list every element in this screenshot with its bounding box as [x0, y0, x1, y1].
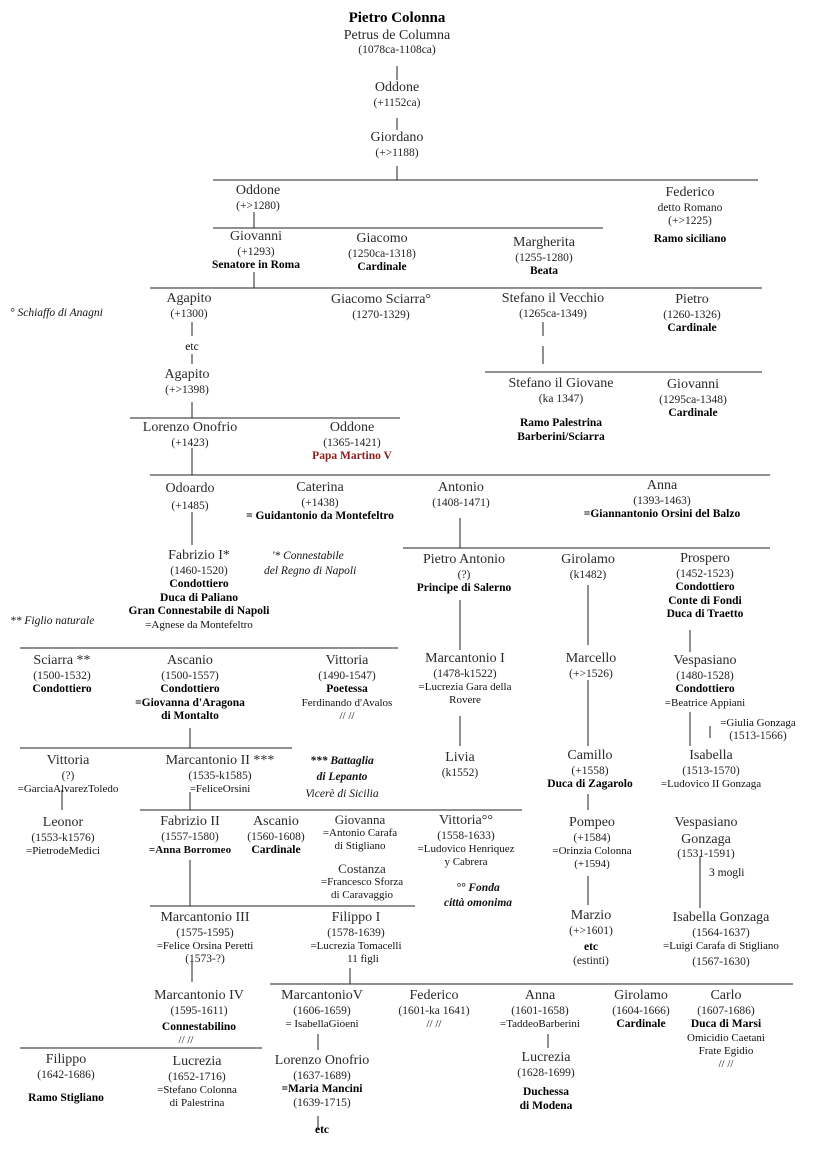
- person-marriage: =PietrodeMedici: [25, 845, 101, 858]
- person-title: Senatore in Roma: [212, 259, 300, 272]
- person-node: [720, 717, 796, 744]
- person-node: [654, 185, 727, 246]
- person-alt-name: Petrus de Columna: [343, 27, 451, 43]
- person-node: [157, 1054, 237, 1110]
- person-title: Ramo Stigliano: [28, 1092, 104, 1105]
- person-node: [157, 910, 254, 967]
- person-dates: (1642-1686): [37, 1068, 95, 1081]
- note-fonda-2: città omonima: [443, 897, 513, 909]
- person-name: Agapito: [164, 367, 210, 382]
- person-name: Vittoria: [325, 653, 369, 668]
- person-title: Condottiero: [160, 683, 220, 696]
- person-title: Condottiero: [675, 683, 735, 696]
- person-title-3: Gran Connestabile di Napoli: [128, 605, 270, 618]
- person-node: [32, 653, 91, 697]
- person-name: Oddone: [235, 183, 281, 198]
- person-name: Marcantonio II ***: [165, 753, 275, 768]
- person-dates: (+1485): [171, 499, 209, 512]
- person-name: Isabella: [689, 748, 733, 763]
- person-dates: (1500-1557): [161, 669, 219, 682]
- person-marriage-2: Frate Egidio: [698, 1044, 754, 1057]
- person-node: [432, 480, 490, 510]
- note-lepanto-1: *** Battaglia: [310, 755, 374, 767]
- person-name: Caterina: [296, 480, 344, 495]
- person-name: Giovanna: [334, 812, 386, 827]
- person-dates: (1575-1595): [176, 926, 234, 939]
- person-marriage: =Ludovico II Gonzaga: [660, 778, 762, 791]
- person-dates: (+1152ca): [373, 96, 421, 109]
- person-node: [154, 988, 244, 1035]
- person-dates: (1265ca-1349): [519, 307, 587, 320]
- person-node: [566, 651, 617, 681]
- person-dates: (1628-1699): [517, 1066, 575, 1079]
- person-node: [312, 420, 392, 464]
- person-dates: (1260-1326): [663, 308, 721, 321]
- person-title: Cardinale: [667, 322, 717, 335]
- person-marriage-2: (+1594): [574, 858, 610, 871]
- person-dates: (1408-1471): [432, 496, 490, 509]
- person-dates: (1601-1658): [511, 1004, 569, 1017]
- person-marriage: =Felice Orsina Peretti: [156, 940, 254, 953]
- person-marriage: =GarciaAlvarezToledo: [17, 783, 119, 796]
- person-name: Ascanio: [253, 814, 299, 829]
- person-alt-name: Gonzaga: [681, 831, 731, 847]
- person-title: Principe di Salerno: [416, 582, 512, 595]
- person-node: [166, 481, 215, 513]
- person-name: Marcantonio I: [425, 651, 505, 666]
- person-name: Isabella Gonzaga: [672, 910, 770, 925]
- person-extra: // //: [339, 709, 355, 722]
- person-title: Condottiero: [675, 581, 735, 594]
- person-node: [310, 910, 401, 966]
- person-dates: (1578-1639): [327, 926, 385, 939]
- person-title-2: di Modena: [519, 1099, 573, 1112]
- person-title: Duca di Zagarolo: [547, 778, 633, 791]
- person-dates: (+1423): [171, 436, 209, 449]
- person-dates: (+1584): [573, 831, 611, 844]
- person-node: [374, 80, 421, 110]
- person-dates: (1365-1421): [323, 436, 381, 449]
- person-marriage: =TaddeoBarberini: [500, 1018, 580, 1031]
- note-lepanto-3: Vicerè di Sicilia: [305, 788, 379, 800]
- person-marriage-2: di Stigliano: [334, 840, 386, 853]
- person-title: Poetessa: [326, 683, 368, 696]
- person-title: Condottiero: [32, 683, 92, 696]
- person-title: etc: [583, 941, 599, 954]
- person-node: [331, 292, 431, 322]
- person-node: [663, 292, 721, 336]
- note-fonda-1: °° Fonda: [456, 882, 500, 894]
- person-node: [344, 10, 451, 58]
- person-marriage: =Lucrezia Gara della: [418, 681, 512, 694]
- person-name: Sciarra **: [33, 653, 91, 668]
- person-name: Oddone: [329, 420, 375, 435]
- person-node: [552, 815, 631, 871]
- person-dates: (1531-1591): [677, 848, 735, 861]
- person-dates: (ka 1347): [538, 392, 584, 405]
- person-node: [129, 548, 270, 632]
- person-name: Pietro Antonio: [422, 552, 506, 567]
- person-node: [561, 552, 615, 582]
- person-dates: (+>1280): [236, 199, 280, 212]
- person-name: Girolamo: [561, 552, 615, 567]
- person-title-2: Conte di Fondi: [668, 594, 742, 607]
- person-name: Prospero: [680, 551, 730, 566]
- person-title: Duchessa: [522, 1086, 569, 1099]
- person-dates: (1250ca-1318): [348, 247, 416, 260]
- person-name: MarcantonioV: [281, 988, 363, 1003]
- person-marriage: =Anna Borromeo: [148, 844, 232, 857]
- person-dates: (1607-1686): [697, 1004, 755, 1017]
- person-node: [212, 229, 300, 273]
- person-name: Ascanio: [167, 653, 213, 668]
- person-node: [321, 861, 403, 902]
- person-node: [166, 291, 211, 321]
- person-name: Pompeo: [569, 815, 615, 830]
- person-dates: (1078ca-1108ca): [358, 44, 436, 57]
- person-dates: (+>1526): [569, 667, 613, 680]
- person-name: Fabrizio II: [160, 814, 220, 829]
- person-node: [418, 813, 515, 869]
- person-name: Lorenzo Onofrio: [274, 1053, 370, 1068]
- person-node: [612, 988, 670, 1032]
- person-name: Lorenzo Onofrio: [142, 420, 238, 435]
- person-dates: (1595-1611): [170, 1004, 228, 1017]
- person-dates: (1255-1280): [515, 251, 573, 264]
- person-name: Vespasiano: [673, 653, 737, 668]
- person-name: Leonor: [42, 815, 84, 830]
- person-dates: (1480-1528): [676, 669, 734, 682]
- person-node: [663, 910, 779, 970]
- note-3-mogli: 3 mogli: [709, 867, 745, 879]
- person-title: Cardinale: [668, 407, 718, 420]
- person-marriage: =Ludovico Henriquez: [417, 843, 515, 856]
- person-title: Papa Martino V: [312, 450, 392, 463]
- person-dates: (1500-1532): [33, 669, 91, 682]
- person-name: Filippo: [45, 1052, 87, 1067]
- person-dates: (1553-k1576): [31, 831, 95, 844]
- person-title: Ramo siciliano: [653, 232, 727, 245]
- person-title: Beata: [529, 265, 559, 278]
- person-node: [442, 750, 478, 780]
- person-node: [665, 653, 745, 710]
- person-name: Livia: [445, 750, 475, 765]
- person-title: =Maria Mancini: [281, 1083, 363, 1096]
- person-dates: (+>1601): [569, 924, 613, 937]
- person-node: [135, 653, 245, 724]
- person-name: Federico: [665, 185, 715, 200]
- person-dates: (1604-1666): [612, 1004, 670, 1017]
- person-node: [569, 908, 613, 968]
- person-dates: (+>1225): [668, 215, 712, 228]
- person-marriage: =Luigi Carafa di Stigliano: [663, 940, 779, 953]
- person-name: Antonio: [438, 480, 484, 495]
- person-dates: (1535-k1585): [188, 769, 252, 782]
- person-node: [659, 377, 727, 421]
- person-name: Lucrezia: [172, 1054, 222, 1069]
- person-name: Camillo: [567, 748, 613, 763]
- person-marriage: =Antonio Carafa: [322, 827, 398, 840]
- person-node: [502, 291, 604, 321]
- person-node: [18, 753, 119, 796]
- person-dates: (1452-1523): [676, 567, 734, 580]
- person-title: = Guidantonio da Montefeltro: [246, 510, 394, 523]
- person-name: Anna: [646, 478, 678, 493]
- person-dates: (1460-1520): [170, 564, 228, 577]
- person-title-3: di Montalto: [161, 710, 219, 723]
- person-dates: (1606-1659): [293, 1004, 351, 1017]
- person-marriage-2: (1573-?): [185, 953, 225, 966]
- person-marriage: =Stefano Colonna: [157, 1084, 237, 1097]
- person-name: Giacomo Sciarra°: [330, 292, 432, 307]
- person-marriage: =Beatrice Appiani: [664, 696, 746, 709]
- person-name: Odoardo: [165, 481, 215, 496]
- person-title-2: Duca di Paliano: [160, 591, 238, 604]
- person-dates: (k1552): [441, 766, 479, 779]
- person-node: [236, 183, 280, 213]
- person-name: Vittoria: [46, 753, 90, 768]
- person-name: Giacomo: [356, 231, 408, 246]
- person-dates: (+>1188): [375, 146, 419, 159]
- note-connestabile-2: del Regno di Napoli: [264, 565, 357, 577]
- person-marriage: =Lucrezia Tomacelli: [310, 940, 402, 953]
- person-extra: // //: [718, 1057, 734, 1070]
- person-marriage-2: (1567-1630): [692, 956, 750, 969]
- person-name: Anna: [524, 988, 556, 1003]
- person-dates: (1295ca-1348): [659, 393, 727, 406]
- person-node: [323, 812, 397, 853]
- person-node: [517, 1050, 575, 1113]
- person-marriage-2: Rovere: [449, 694, 481, 707]
- person-node: [419, 651, 512, 707]
- person-name: Giordano: [370, 130, 424, 145]
- person-node: [398, 988, 469, 1031]
- person-title: Cardinale: [251, 844, 301, 857]
- person-dates: (1637-1689): [293, 1069, 351, 1082]
- person-dates: (1557-1580): [161, 830, 219, 843]
- person-node: [547, 748, 632, 792]
- person-node: [500, 988, 580, 1031]
- person-name: Filippo I: [331, 910, 381, 925]
- person-node: [143, 420, 237, 450]
- person-node: [28, 1052, 104, 1106]
- person-marriage: Omicidio Caetani: [687, 1031, 765, 1044]
- slashes-marcantonio4: // //: [178, 1034, 194, 1046]
- person-dates: (+1293): [237, 245, 275, 258]
- person-name: Giovanni: [229, 229, 283, 244]
- person-node: [667, 551, 744, 622]
- note-figlio-naturale: ** Figlio naturale: [10, 615, 95, 627]
- person-dates: (+1438): [301, 496, 339, 509]
- person-extra: // //: [426, 1018, 442, 1031]
- person-node: [661, 748, 761, 791]
- person-dates: (+>1398): [165, 383, 209, 396]
- person-name: Lucrezia: [521, 1050, 571, 1065]
- person-marriage: (1639-1715): [293, 1096, 351, 1109]
- person-node: [371, 130, 424, 160]
- person-name: Marcello: [565, 651, 617, 666]
- person-node: [348, 231, 416, 275]
- person-name: Vittoria°°: [439, 813, 493, 828]
- person-name: Stefano il Vecchio: [501, 291, 605, 306]
- person-marriage: = IsabellaGioeni: [285, 1018, 359, 1031]
- person-marriage: =Orinzia Colonna: [552, 845, 632, 858]
- person-dates: (+1558): [571, 764, 609, 777]
- person-dates: (1564-1637): [692, 926, 750, 939]
- person-name: Federico: [409, 988, 459, 1003]
- person-node: [584, 478, 740, 522]
- person-dates: (1560-1608): [247, 830, 305, 843]
- person-marriage: (estinti): [573, 954, 609, 967]
- person-dates: (1478-k1522): [433, 667, 497, 680]
- person-name: Vespasiano: [674, 815, 738, 830]
- person-marriage-2: 11 figli: [347, 953, 379, 966]
- person-node: [246, 480, 394, 524]
- person-name: Margherita: [513, 235, 575, 250]
- person-node: [509, 376, 614, 444]
- person-node: [247, 814, 305, 858]
- person-dates: (k1482): [569, 568, 607, 581]
- person-name: Agapito: [166, 291, 212, 306]
- person-name: Costanza: [338, 861, 386, 876]
- person-node: [164, 367, 209, 397]
- person-name: Fabrizio I*: [168, 548, 230, 563]
- note-lepanto-2: di Lepanto: [316, 771, 368, 783]
- person-title: Connestabilino: [161, 1021, 237, 1034]
- person-name: Marcantonio IV: [154, 988, 244, 1003]
- person-name: Marzio: [570, 908, 612, 923]
- person-node: [513, 235, 575, 279]
- person-title-3: Duca di Traetto: [666, 608, 744, 621]
- person-title: Condottiero: [169, 578, 229, 591]
- person-alt-name: detto Romano: [657, 201, 723, 214]
- person-name: Stefano il Giovane: [508, 376, 614, 391]
- person-marriage: =Agnese da Montefeltro: [145, 618, 253, 631]
- person-name: Oddone: [374, 80, 420, 95]
- person-dates: (1513-1566): [729, 729, 787, 742]
- person-node: [166, 753, 275, 796]
- note-etc: etc: [185, 341, 199, 353]
- person-node: [687, 988, 765, 1071]
- note-schiaffo: ° Schiaffo di Anagni: [10, 307, 103, 319]
- person-marriage-2: y Cabrera: [444, 856, 488, 869]
- person-name: Carlo: [710, 988, 742, 1003]
- person-name: Pietro: [675, 292, 709, 307]
- person-name: Pietro Colonna: [348, 10, 446, 26]
- note-connestabile-1: '* Connestabile: [272, 550, 344, 562]
- person-dates: (?): [61, 769, 75, 782]
- person-node: [149, 814, 231, 857]
- person-dates: (1513-1570): [682, 764, 740, 777]
- person-marriage: =FeliceOrsini: [189, 783, 251, 796]
- person-node: [26, 815, 100, 858]
- person-name: Marcantonio III: [160, 910, 250, 925]
- person-title: Duca di Marsi: [690, 1018, 762, 1031]
- person-name: =Giulia Gonzaga: [720, 717, 796, 729]
- person-dates: (1393-1463): [633, 494, 691, 507]
- person-title: Cardinale: [357, 261, 407, 274]
- person-node: [302, 653, 393, 723]
- person-dates: (?): [457, 568, 471, 581]
- person-name: Giovanni: [666, 377, 720, 392]
- person-marriage: =Francesco Sforza: [320, 876, 404, 889]
- person-node: [281, 988, 363, 1031]
- person-dates: (1490-1547): [318, 669, 376, 682]
- person-title-2: =Giovanna d'Aragona: [135, 696, 245, 709]
- person-marriage-2: di Palestrina: [169, 1097, 225, 1110]
- person-title-2: Barberini/Sciarra: [517, 430, 605, 443]
- person-title: Ramo Palestrina: [519, 417, 603, 430]
- person-dates: (+1300): [170, 307, 208, 320]
- person-dates: (1270-1329): [352, 308, 410, 321]
- person-node: [675, 815, 738, 862]
- person-title: =Giannantonio Orsini del Balzo: [583, 508, 741, 521]
- person-title: Cardinale: [616, 1018, 666, 1031]
- person-marriage-2: di Caravaggio: [330, 889, 394, 902]
- person-node: [275, 1053, 369, 1138]
- person-dates: (1601-ka 1641): [398, 1004, 470, 1017]
- person-name: Girolamo: [614, 988, 668, 1003]
- person-dates: (1652-1716): [168, 1070, 226, 1083]
- person-marriage: Ferdinando d'Avalos: [301, 696, 393, 709]
- person-dates: (1558-1633): [437, 829, 495, 842]
- person-node: [417, 552, 512, 596]
- person-title-2: etc: [314, 1124, 330, 1137]
